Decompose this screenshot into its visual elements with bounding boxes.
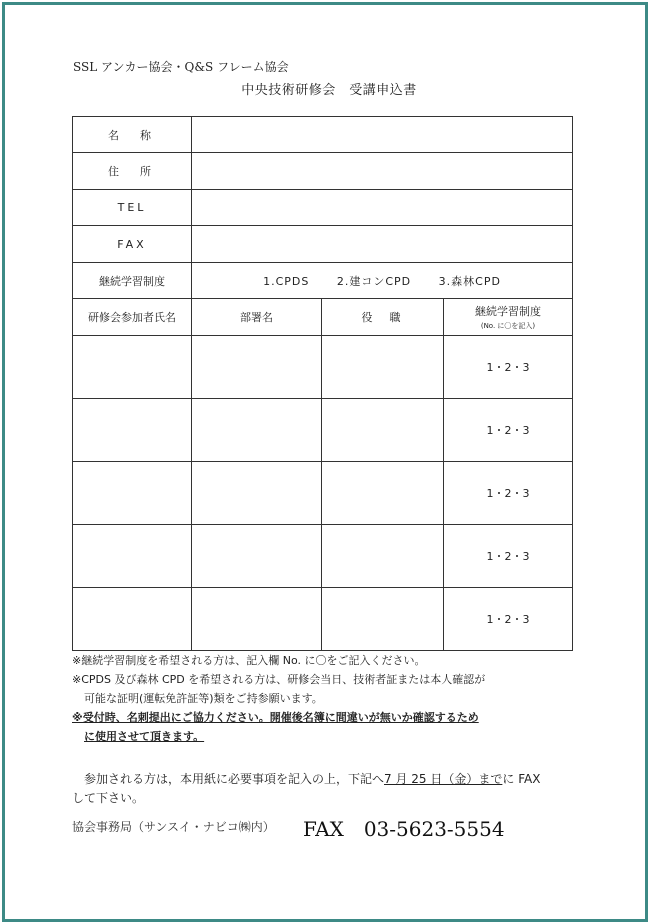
participant-row <box>73 588 573 651</box>
field-label-name: 名 称 <box>73 117 192 153</box>
cpd-option-cpds[interactable]: 1.CPDS <box>263 274 310 288</box>
notes-section <box>72 651 592 746</box>
field-input-tel[interactable] <box>192 190 573 226</box>
header-cpd-note: (No. に〇を記入) <box>480 322 536 330</box>
field-input-name[interactable] <box>192 117 573 153</box>
form-row-tel <box>73 190 573 226</box>
header-position: 役 職 <box>322 299 444 336</box>
field-label-fax: FAX <box>73 226 192 263</box>
organization-name: SSL アンカー協会・Q&S フレーム協会 <box>73 60 289 74</box>
instruction-text: 参加される方は，本用紙に必要事項を記入の上，下記へ <box>84 772 385 786</box>
participant-row <box>73 399 573 462</box>
fax-number: FAX 03-5623-5554 <box>303 817 505 841</box>
participant-name-cell[interactable] <box>73 462 192 525</box>
participant-position-cell[interactable] <box>322 525 444 588</box>
participant-row <box>73 525 573 588</box>
header-cpd-label: 継続学習制度 <box>475 305 541 318</box>
instruction-text-line2: して下さい。 <box>72 791 145 805</box>
participant-name-cell[interactable] <box>73 336 192 399</box>
participant-department-cell[interactable] <box>192 399 322 462</box>
participant-department-cell[interactable] <box>192 336 322 399</box>
note-cpd-marking: ※継続学習制度を希望される方は、記入欄 No. に〇をご記入ください。 <box>72 654 426 667</box>
field-label-address: 住 所 <box>73 153 192 190</box>
participant-name-cell[interactable] <box>73 399 192 462</box>
note-id-required-line2: 可能な証明(運転免許証等)類をご持参願います。 <box>84 692 323 705</box>
participant-position-cell[interactable] <box>322 336 444 399</box>
note-business-card-line1: ※受付時、名刺提出にご協力ください。開催後名簿に間違いが無いか確認するため <box>72 711 479 724</box>
form-row-address <box>73 153 573 190</box>
participant-cpd-choice[interactable]: 1・2・3 <box>444 462 573 525</box>
participant-cpd-choice[interactable]: 1・2・3 <box>444 588 573 651</box>
participant-cpd-choice[interactable]: 1・2・3 <box>444 525 573 588</box>
participant-position-cell[interactable] <box>322 462 444 525</box>
participant-department-cell[interactable] <box>192 525 322 588</box>
cpd-label: 継続学習制度 <box>73 263 192 299</box>
header-cpd <box>444 299 573 336</box>
field-label-tel: TEL <box>73 190 192 226</box>
application-form-table <box>72 116 573 651</box>
note-id-required-line1: ※CPDS 及び森林 CPD を希望される方は、研修会当日、技術者証または本人確認が <box>72 673 486 686</box>
participant-department-cell[interactable] <box>192 588 322 651</box>
cpd-option-kencon[interactable]: 2.建コンCPD <box>336 274 412 288</box>
office-name: 協会事務局（サンスイ・ナビコ㈱内） <box>72 820 275 834</box>
submission-instructions <box>72 770 582 808</box>
deadline: 7 月 25 日（金）まで <box>384 772 503 786</box>
participant-row <box>73 462 573 525</box>
note-business-card-line2: に使用させて頂きます。 <box>84 730 205 743</box>
header-participant-name: 研修会参加者氏名 <box>73 299 192 336</box>
form-row-name <box>73 117 573 153</box>
participant-cpd-choice[interactable]: 1・2・3 <box>444 399 573 462</box>
form-row-fax <box>73 226 573 263</box>
participant-name-cell[interactable] <box>73 588 192 651</box>
participant-position-cell[interactable] <box>322 399 444 462</box>
instruction-fax: に FAX <box>502 772 541 786</box>
participant-row <box>73 336 573 399</box>
form-row-cpd <box>73 263 573 299</box>
participant-position-cell[interactable] <box>322 588 444 651</box>
participant-name-cell[interactable] <box>73 525 192 588</box>
cpd-options <box>192 263 573 299</box>
participant-department-cell[interactable] <box>192 462 322 525</box>
field-input-address[interactable] <box>192 153 573 190</box>
participants-header-row <box>73 299 573 336</box>
header-department: 部署名 <box>192 299 322 336</box>
field-input-fax[interactable] <box>192 226 573 263</box>
cpd-option-shinrin[interactable]: 3.森林CPD <box>438 274 501 288</box>
participant-cpd-choice[interactable]: 1・2・3 <box>444 336 573 399</box>
page-title: 中央技術研修会 受講申込書 <box>241 83 417 98</box>
